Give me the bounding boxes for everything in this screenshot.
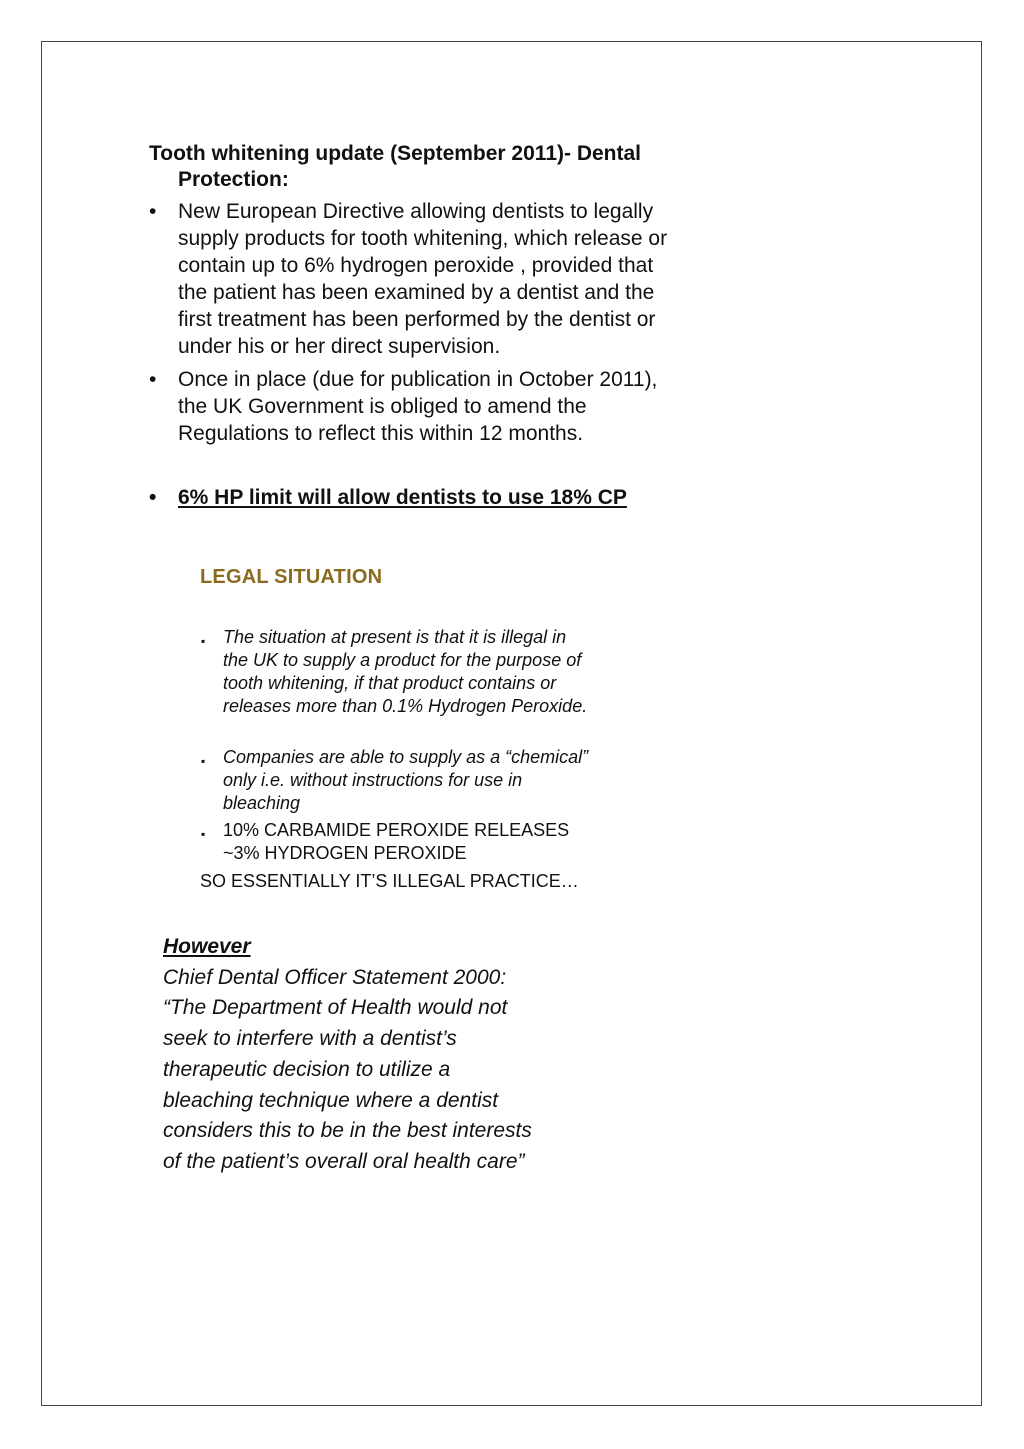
bullet-uk-government: [149, 366, 809, 447]
bullet-dot-icon: •: [149, 486, 157, 509]
legal-situation-heading: LEGAL SITUATION: [200, 566, 383, 588]
quote-line: “The Department of Health would not: [163, 996, 508, 1020]
legal-conclusion: SO ESSENTIALLY IT’S ILLEGAL PRACTICE…: [200, 871, 579, 891]
bullet-dot-icon: •: [149, 200, 157, 223]
however-heading: However: [163, 935, 251, 958]
cdo-quote-block: [163, 932, 723, 1178]
quote-line: therapeutic decision to utilize a: [163, 1057, 451, 1081]
legal-line: the UK to supply a product for the purpose of: [223, 650, 582, 670]
bullet-line: New European Directive allowing dentists to legally: [178, 200, 654, 223]
legal-line: Companies are able to supply as a “chemical”: [223, 747, 589, 767]
bullet-line: the patient has been examined by a dentist and the: [178, 281, 655, 304]
bullet-line: supply products for tooth whitening, which release or: [178, 227, 668, 250]
legal-item-carbamide: [200, 819, 740, 865]
bullet-line: contain up to 6% hydrogen peroxide , provided that: [178, 254, 654, 277]
bullet-line: 6% HP limit will allow dentists to use 18% CP: [178, 486, 627, 509]
bullet-line: first treatment has been performed by the dentist or: [178, 308, 656, 331]
legal-item-illegal: [200, 626, 740, 718]
quote-line: seek to interfere with a dentist’s: [163, 1027, 457, 1051]
update-title-line-2: Protection:: [178, 168, 289, 191]
bullet-hp-limit: [149, 484, 809, 511]
bullet-european-directive: [149, 198, 809, 360]
legal-line: only i.e. without instructions for use in: [223, 770, 523, 790]
quote-line: bleaching technique where a dentist: [163, 1088, 499, 1112]
bullet-dot-icon: •: [149, 368, 157, 391]
update-title: [149, 141, 809, 193]
quote-line: considers this to be in the best interests: [163, 1119, 532, 1143]
legal-line: releases more than 0.1% Hydrogen Peroxide.: [223, 696, 588, 716]
legal-line: bleaching: [223, 793, 301, 813]
quote-line: of the patient’s overall oral health care”: [163, 1149, 525, 1173]
square-bullet-icon: ▪: [201, 634, 206, 648]
legal-line: 10% CARBAMIDE PEROXIDE RELEASES: [223, 820, 570, 840]
bullet-line: the UK Government is obliged to amend the: [178, 395, 587, 418]
bullet-line: Once in place (due for publication in October 2011),: [178, 368, 658, 391]
legal-line: The situation at present is that it is illegal in: [223, 627, 567, 647]
bullet-line: under his or her direct supervision.: [178, 335, 501, 358]
legal-item-companies: [200, 746, 740, 815]
legal-line: ~3% HYDROGEN PEROXIDE: [223, 843, 467, 863]
legal-line: tooth whitening, if that product contains or: [223, 673, 557, 693]
quote-line: Chief Dental Officer Statement 2000:: [163, 965, 507, 989]
square-bullet-icon: ▪: [201, 827, 206, 841]
bullet-line: Regulations to reflect this within 12 months.: [178, 422, 584, 445]
square-bullet-icon: ▪: [201, 754, 206, 768]
update-title-line-1: Tooth whitening update (September 2011)- Dental: [149, 142, 641, 165]
